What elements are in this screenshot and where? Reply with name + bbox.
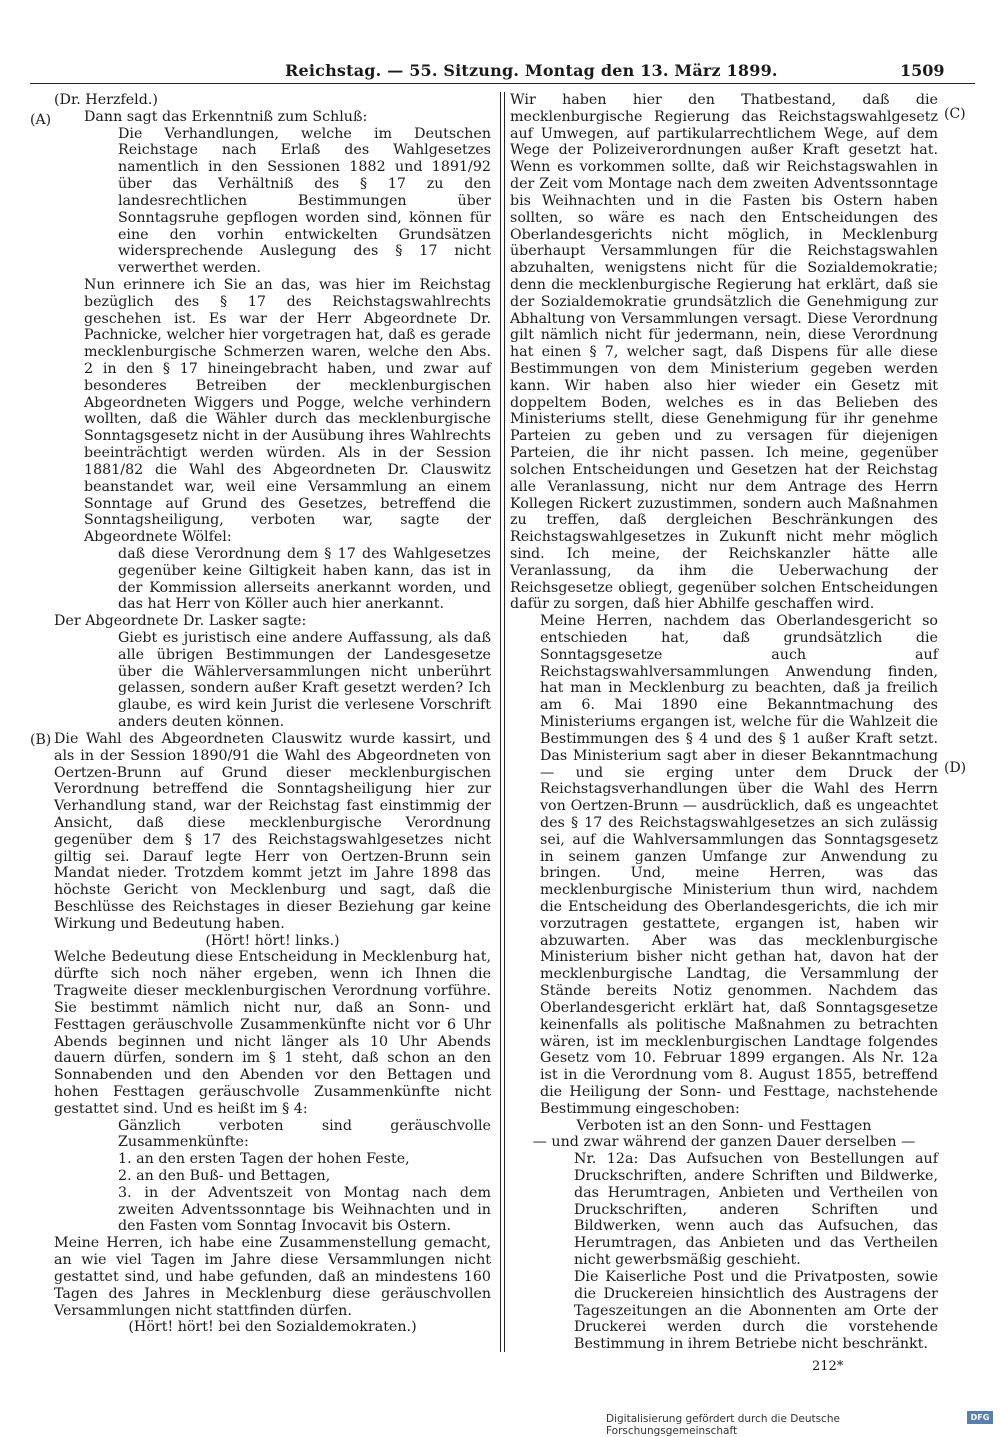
paragraph: Meine Herren, ich habe eine Zusammenstellung gemacht, an wie viel Tagen im Jahre diese Versammlungen nicht gestattet sind, und habe gefunden, daß an mindestens 160 Tagen des Jahres in Mecklenburg diese geräuschvollen Versammlungen nicht stattfinden dürfen.: [54, 1235, 491, 1319]
paragraph: Nr. 12a: Das Aufsuchen von Bestellungen auf Druckschriften, andere Schriften und Bildwerke, das Herumtragen, Anbieten und Vertheilen von Druckschriften, anderen Schriften und Bildwerken, wenn auch das Aufsuchen, das Herumtragen, das Anbieten und das Vertheilen nicht gewerbsmäßig geschieht.: [574, 1151, 938, 1269]
margin-marker-d: (D): [944, 760, 967, 776]
paragraph: Dann sagt das Erkenntniß zum Schluß:: [84, 108, 368, 125]
page-number: 1509: [900, 61, 945, 80]
paragraph: Die Verhandlungen, welche im Deutschen Reichstage nach Erlaß des Wahlgesetzes namentlich in den Sessionen 1882 und 1891/92 über das Verhältniß des § 17 zu den landesrechtlichen Bestimmungen über Sonntagsruhe gepflogen worden sind, können für eine den vorhin entwickelten Grundsätzen widersprechende Auslegung des § 17 nicht verwerthet werden.: [118, 125, 491, 277]
paragraph: daß diese Verordnung dem § 17 des Wahlgesetzes gegenüber keine Giltigkeit haben kann, das ist in der Kommission allerseits anerkannt worden, und das hat Herr von Köller auch hier anerkannt.: [118, 545, 491, 613]
paragraph: (Hört! hört! bei den Sozialdemokraten.): [128, 1319, 417, 1336]
paragraph: Meine Herren, nachdem das Oberlandesgericht so entschieden hat, daß grundsätzlich die Sonntagsgesetze auch auf Reichstagswahlversammlungen Anwendung finden, hat man in Mecklenburg zu beachten, daß ja freilich am 6. Mai 1890 eine Bekanntmachung des Ministeriums ergangen ist, welche für die Wahlzeit die Bestimmungen des § 4 und des § 1 außer Kraft setzt. Das Ministerium sagt aber in dieser Bekanntmachung — und sie erging unter dem Druck der Reichstagsverhandlungen über die Wahl des Herrn von Oertzen-Brunn — ausdrücklich, daß es ungeachtet des § 17 des Reichstagswahlgesetzes an sich zulässig sei, auf die Wahlversammlungen das Sonntagsgesetz in seinem ganzen Umfange zur Anwendung zu bringen. Und, meine Herren, was das mecklenburgische Ministerium thun wird, nachdem die Entscheidung des Oberlandesgerichts, die ich mir vorzutragen gestattete, ergangen ist, haben wir abzuwarten. Aber was das mecklenburgische Ministerium bisher nicht gethan hat, davon hat der mecklenburgische Landtag, die Versammlung der Stände bereits Notiz genommen. Nachdem das Oberlandesgericht erklärt hat, daß Sonntagsgesetze keinenfalls als politische Maßnahmen zu betrachten wären, ist im mecklenburgischen Landtage folgendes Gesetz vom 10. Februar 1899 ergangen. Als Nr. 12a ist in die Verordnung vom 8. August 1855, betreffend die Heiligung der Sonn- und Festtage, nachstehende Bestimmung eingeschoben:: [540, 613, 938, 1117]
paragraph: Die Kaiserliche Post und die Privatposten, sowie die Druckereien hinsichtlich des Austragens der Tageszeitungen an die Abonnenten am Orte der Druckerei werden durch die vorstehende Bestimmung in ihrem Betriebe nicht beschränkt.: [574, 1268, 938, 1353]
margin-marker-b: (B): [30, 732, 52, 748]
digitization-note: Digitalisierung gefördert durch die Deutsche Forschungsgemeinschaft: [606, 1413, 840, 1437]
signature-mark: 212*: [812, 1359, 844, 1374]
paragraph: Giebt es juristisch eine andere Auffassung, als daß alle übrigen Bestimmungen der Landesgesetze über die Wählerversammlungen nicht unberührt gelassen, sondern außer Kraft gesetzt werden? Ich glaube, es wird kein Jurist die verlesene Vorschrift anders deuten können.: [118, 630, 491, 731]
running-title: Reichstag. — 55. Sitzung. Montag den 13. März 1899.: [285, 61, 778, 80]
paragraph: Nun erinnere ich Sie an das, was hier im Reichstag bezüglich des § 17 des Reichstagswahlrechts geschehen ist. Es war der Herr Abgeordnete Dr. Pachnicke, welcher hier vorgetragen hat, daß es gerade mecklenburgische Schmerzen waren, welche den Abs. 2 in den § 17 hineingebracht haben, und zwar auf besonderes Betreiben der mecklenburgischen Abgeordneten Wiggers und Pogge, welche verhindern wollten, daß die Wähler durch das mecklenburgische Sonntagsgesetz nicht in der Ausübung ihres Wahlrechts beeinträchtigt werden würden. Als in der Session 1881/82 die Wahl des Abgeordneten Dr. Clauswitz beanstandet war, weil eine Versammlung an einem Sonntage auf Grund des Gesetzes, betreffend die Sonntagsheiligung, verboten war, sagte der Abgeordnete Wölfel:: [84, 276, 491, 546]
paragraph: Verboten ist an den Sonn- und Festtagen — und zwar während der ganzen Dauer derselben —: [532, 1117, 916, 1151]
paragraph: Die Wahl des Abgeordneten Clauswitz wurde kassirt, und als in der Session 1890/91 die Wahl des Abgeordneten von Oertzen-Brunn auf Grund dieser mecklenburgischen Verordnung betreffend die Sonntagsheiligung hier zur Verhandlung stand, war der Reichstag fast einstimmig der Ansicht, daß diese mecklenburgische Verordnung gegenüber dem § 17 des Reichstagswahlgesetzes nicht giltig sei. Darauf legte Herr von Oertzen-Brunn sein Mandat nieder. Trotzdem kommt jetzt im Jahre 1898 das höchste Gericht von Mecklenburg und sagt, daß die Beschlüsse des Reichstages in dieser Beziehung gar keine Wirkung und Bedeutung haben.: [54, 730, 491, 932]
paragraph: Wir haben hier den Thatbestand, daß die mecklenburgische Regierung das Reichstagswahlgesetz auf Umwegen, auf partikularrechtlichem Wege, auf dem Wege der Polizeiverordnungen außer Kraft gesetzt hat. Wenn es vorkommen sollte, daß wir Reichstagswahlen in der Zeit vom Montage nach dem zweiten Adventssonntage bis Weihnachten und in die Fasten bis Ostern haben sollten, so wäre es nach den Entscheidungen des Oberlandesgerichts nicht möglich, in Mecklenburg überhaupt Versammlungen für die Reichstagswahlen abzuhalten, wenigstens nicht für die Sozialdemokratie; denn die mecklenburgische Regierung hat erklärt, daß sie der Sozialdemokratie grundsätzlich die Genehmigung zur Abhaltung von Versammlungen versagt. Diese Verordnung gilt nämlich nicht für jedermann, nein, diese Verordnung hat einen § 7, welcher sagt, daß Dispens für alle diese Bestimmungen von dem Ministerium gegeben werden kann. Wir haben also hier wieder ein Gesetz mit doppeltem Boden, welches es in das Belieben des Ministeriums stellt, diese Genehmigung für ihr genehme Parteien zu geben und zu versagen für diejenigen Parteien, die ihr nicht passen. Ich meine, gegenüber solchen Entscheidungen und Gesetzen hat der Reichstag alle Veranlassung, nicht nur dem Antrage des Herrn Kollegen Rickert zuzustimmen, sondern auch Maßnahmen zu treffen, daß dergleichen Beschränkungen des Reichstagswahlgesetzes in Zukunft nicht mehr möglich sind. Ich meine, der Reichskanzler hätte alle Veranlassung, da ihm die Ueberwachung der Reichsgesetze obliegt, gegenüber solchen Entscheidungen dafür zu sorgen, daß hier Abhilfe geschaffen wird.: [510, 92, 938, 613]
left-text-column: [54, 92, 491, 1336]
paragraph: (Dr. Herzfeld.): [54, 92, 158, 108]
column-divider: [504, 92, 505, 1352]
header-rule: [30, 83, 975, 84]
margin-marker-c: (C): [944, 106, 966, 122]
paragraph: Gänzlich verboten sind geräuschvolle Zusammenkünfte: 1. an den ersten Tagen der hohen Feste, 2. an den Buß- und Bettagen, 3. in der Adventszeit von Montag nach dem zweiten Adventssonntage bis Weihnachten und in den Fasten vom Sonntag Invocavit bis Ostern.: [118, 1117, 491, 1235]
column-divider: [500, 92, 501, 1352]
margin-marker-a: (A): [30, 112, 52, 128]
dfg-logo: DFG: [967, 1411, 993, 1424]
paragraph: (Hört! hört! links.): [205, 932, 340, 949]
page-header: [0, 0, 1000, 80]
paragraph: Der Abgeordnete Dr. Lasker sagte:: [54, 613, 307, 630]
paragraph: Welche Bedeutung diese Entscheidung in Mecklenburg hat, dürfte sich noch näher ergeben, wenn ich Ihnen die Tragweite dieser mecklenburgischen Verordnung vorführe. Sie bestimmt nämlich nicht nur, daß an Sonn- und Festtagen geräuschvolle Zusammenkünfte nicht vor 6 Uhr Abends beginnen und nicht länger als 10 Uhr Abends dauern dürfen, sondern im § 1 steht, daß schon an den Sonnabenden und den Abenden vor den Bettagen und hohen Festtagen geräuschvolle Zusammenkünfte nicht gestattet sind. Und es heißt im § 4:: [54, 949, 491, 1117]
right-text-column: [510, 92, 938, 1353]
